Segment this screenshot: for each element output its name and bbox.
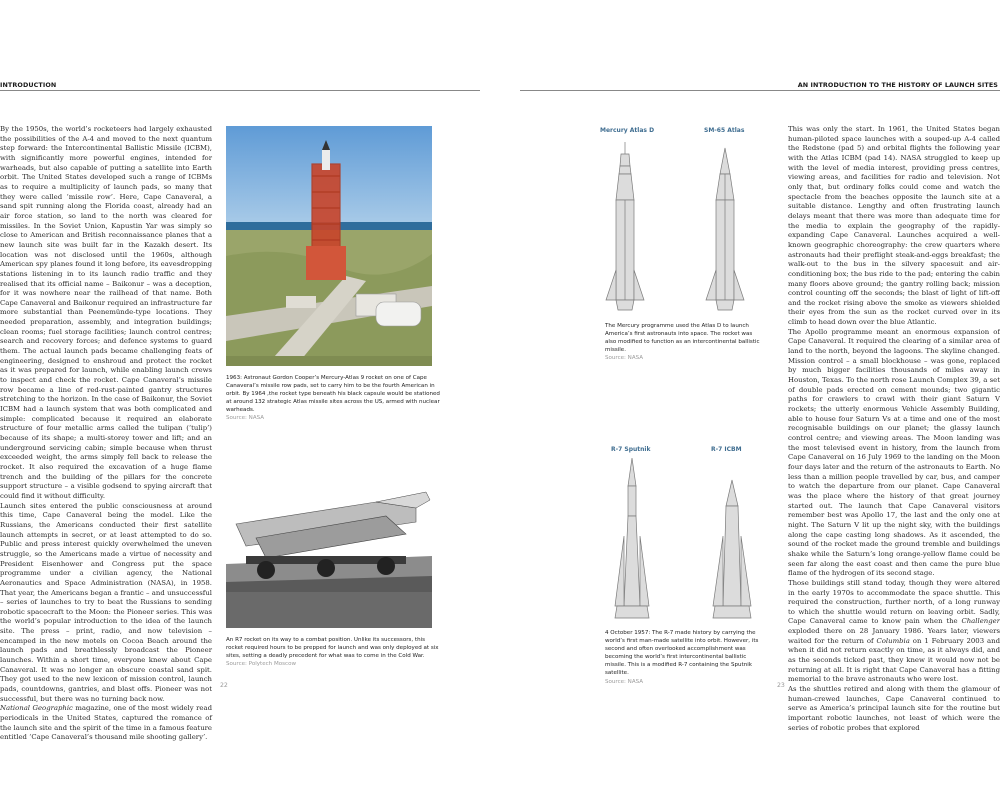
header-rule-right: [520, 90, 1000, 91]
caption-text: The Mercury programme used the Atlas D to launch America’s first astronauts into space. The rocket was also modified to function as an intercontinental ballistic missile.: [605, 323, 760, 354]
label-r7-icbm: R-7 ICBM: [711, 446, 742, 453]
paragraph: This was only the start. In 1961, the United States began human-piloted space launches with a souped-up A-4 called the Redstone (pad 5) and orbital flights the following year with the Atlas ICBM (pad 14). NASA struggled to keep up with the level of media interest, providing press centres, viewing areas, and facilities for radio and television. Not only that, but ordinary folks could come and watch the spectacle from the beaches opposite the launch site at a suitable distance. Lengthy and often frustrating launch delays meant that there was more than adequate time for the media to explain the geography of the rapidly-expanding Cape Canaveral. Launches acquired a well-known geographic choreography: the crew quarters where astronauts had their preflight steak-and-eggs breakfast; the walk-out to the bus in the silvery spacesuit and air-conditioning box; the bus ride to the pad; entering the cabin many floors above ground; the gantry rolling back; mission control counting off the seconds; the blast of light of lift-off and the rocket rising above the smoke as viewers shielded their eyes from the sun as the rocket curved over in its climb to head down over the blue Atlantic.: [788, 125, 1000, 327]
caption-source: Source: NASA: [605, 678, 644, 685]
paragraph: Those buildings still stand today, though they were altered in the early 1970s to accommodate the space shuttle. This required the construction, further north, of a long runway to which the shuttle would return on leaving orbit. Sadly, Cape Canaveral came to know pain when the Challenger exploded there on 28 January 1986. Years later, viewers waited for the return of Columbia on 1 February 2003 and when it did not return exactly on time, as it always did, and as the seconds ticked past, they knew it would now not be returning at all. It is right that Cape Canaveral has a fitting memorial to the brave astronauts who were lost.: [788, 578, 1000, 684]
caption-source: Source: NASA: [605, 355, 644, 362]
caption-text: 4 October 1957: The R-7 made history by carrying the world’s first man-made satellite into orbit. However, its second and often overlooked accomplishment was becoming the world’s first intercontinental ballistic missile. This is a modified R-7 containing the Sputnik satellite.: [605, 630, 759, 677]
caption-text: An R7 rocket on its way to a combat position. Unlike its successors, this rocket required hours to be prepped for launch and was only deployed at six sites, setting a deadly precedent for what was to come in the Cold War.: [226, 637, 439, 660]
label-mercury-atlas-d: Mercury Atlas D: [600, 127, 655, 134]
page-number-right: 23: [777, 682, 785, 689]
italic-name: Challenger: [961, 617, 1000, 626]
photo-caption-bottom: [226, 636, 440, 668]
paragraph: National Geographic magazine, one of the most widely read periodicals in the United States, captured the romance of the launch site and the spirit of the time in a famous feature entitled ‘Cape Canaveral’s thousand mile shooting gallery’.: [0, 704, 213, 742]
r7-icbm-diagram: [705, 456, 759, 624]
caption-source: Source: NASA: [226, 415, 265, 422]
paragraph: As the shuttles retired and along with them the glamour of human-crewed launches, Cape Canaveral continued to serve as America’s principal launch site for the routine but important robotic launches, not least of which were the series of robotic probes that explored: [788, 685, 1000, 732]
photo-caption-top: [226, 374, 440, 423]
rocket-caption-bottom: [605, 629, 762, 686]
caption-text: 1963: Astronaut Gordon Cooper’s Mercury-Atlas 9 rocket on one of Cape Canaveral’s missile row pads, set to carry him to be the fourth American in orbit. By 1964 ,the rocket type beneath his black capsule would be stationed at around 132 strategic Atlas missile sites across the US, armed with nuclear warheads.: [226, 375, 440, 414]
sm65-atlas-diagram: [700, 140, 750, 320]
label-sm65-atlas: SM-65 Atlas: [704, 127, 745, 134]
paragraph: Launch sites entered the public consciousness at around this time, Cape Canaveral being the model. Like the Russians, the Americans conducted their first satellite launch attempts in secret, or at least attempted to do so. Public and press interest quickly overwhelmed the uneven struggle, so the Americans made a virtue of necessity and President Eisenhower and Congress put the space programme under a civilian agency, the National Aeronautics and Space Administration (NASA), in 1958. That year, the Americans began a frantic – and unsuccessful – series of launches to try to beat the Russians to sending robotic spacecraft to the Moon: the Pioneer series. This was the world’s popular introduction to the idea of the launch site. The press – print, radio, and now television – encamped in the new motels on Cocoa Beach around the launch pads and breathlessly broadcast the Pioneer launches. Within a short time, everyone knew about Cape Canaveral. It was no longer an obscure coastal sand spit. They got used to the new lexicon of mission control, launch pads, countdowns, gantries, and blast offs. Pioneer was not successful, but there was no turning back now.: [0, 501, 212, 703]
left-body-column: [0, 125, 213, 742]
mercury-atlas-d-diagram: [600, 140, 650, 320]
mercury-atlas-pad-photo: [226, 126, 432, 366]
header-rule-left: [0, 90, 480, 91]
italic-title: National Geographic: [0, 704, 73, 713]
label-r7-sputnik: R-7 Sputnik: [611, 446, 651, 453]
r7-transporter-photo: [226, 464, 432, 628]
r7-sputnik-diagram: [605, 456, 659, 624]
rocket-caption-top: [605, 322, 760, 362]
running-head-right: AN INTRODUCTION TO THE HISTORY OF LAUNCH SITES: [797, 81, 998, 89]
running-head-left: INTRODUCTION: [0, 81, 57, 89]
paragraph: The Apollo programme meant an enormous expansion of Cape Canaveral. It required the clearing of a similar area of land to the north, beyond the lagoons. The skyline changed. Mission control – a small blockhouse – was gone, replaced by much bigger facilities thousands of miles away in Houston, Texas. To the north rose Launch Complex 39, a set of double pads erected on cement mounds; two gigantic paths for crawlers to crawl with their giant Saturn V rockets; the utterly enormous Vehicle Assembly Building, able to house four Saturn Vs at a time and one of the most recognisable buildings on our planet; the glassy launch control centre; and viewing areas. The Moon landing was the most televised event in history, from the launch from Cape Canaveral on 16 July 1969 to the landing on the Moon four days later and the return of the astronauts to Earth. No less than a million people travelled by car, bus, and camper to watch the departure from our planet. Cape Canaveral was the place where the history of that great journey started out. The launch that Cape Canaveral visitors remember best was Apollo 17, the last and the only one at night. The Saturn V lit up the night sky, with the buildings along the cape casting long shadows. As it ascended, the sound of the rocket made the ground tremble and buildings shake while the Saturn’s long orange-yellow flame could be seen far along the east coast and then came the pure blue flame of the hydrogen of its second stage.: [788, 327, 1000, 578]
caption-source: Source: Polytech Moscow: [226, 661, 297, 668]
italic-name: Columbia: [876, 636, 910, 645]
paragraph: By the 1950s, the world’s rocketeers had largely exhausted the possibilities of the A-4 and moved to the next quantum step forward: the Intercontinental Ballistic Missile (ICBM), with significantly more powerful engines, intended for warheads, but also capable of putting a satellite into Earth orbit. The United States developed such a range of ICBMs as to require a multiplicity of launch pads, so many that they were called ‘missile row’. Here, Cape Canaveral, a sand spit running along the Florida coast, already had an air force station, so land to the north was cleared for missiles. In the Soviet Union, Kapustin Yar was simply so close to American and British reconnaissance planes that a new launch site was built far in the Kazakh desert. Its location was not disclosed until the 1960s, although American spy planes found it long before, its eavesdropping stations listening in to its launch radio traffic and they realised that its official name – Baikonur – was a deception, for it was nowhere near the railhead of that name. Both Cape Canaveral and Baikonur required an infrastructure far more substantial than Peenemünde-type locations. They needed preparation, assembly, and integration buildings; clean rooms; fuel storage facilities; launch control centres; search and recovery forces; and defence systems to guard them. The actual launch pads became challenging feats of engineering, designed to enshroud and protect the rocket as it was prepared for launch, while enabling launch crews to inspect and check the rocket. Cape Canaveral’s missile row became a line of red-rust-painted gantry structures stretching to the horizon. In the case of Baikonur, the Soviet ICBM had a launch system that was both complicated and simple: complicated because it required an elaborate structure of four metallic arms called the tulipan (‘tulip’) because of its shape; a multi-storey tower and lift; and an underground servicing cabin; simple because when thrust exceeded weight, the arms simply fell back to release the rocket. It also required the excavation of a huge flame trench and the building of the pillars for the concrete support structure – a visible godsend to spying aircraft that could find it without difficulty.: [0, 125, 212, 500]
right-body-column: [788, 125, 1000, 732]
page-number-left: 22: [220, 682, 228, 689]
